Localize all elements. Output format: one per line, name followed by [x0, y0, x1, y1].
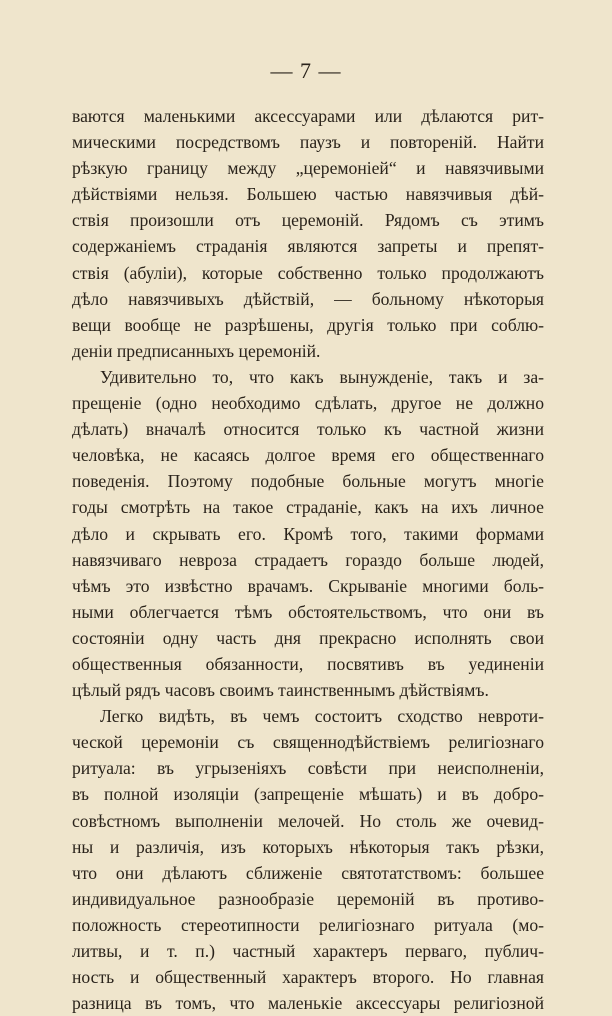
text-line: Легко видѣть, въ чемъ состоитъ сходство невроти- — [100, 706, 544, 727]
text-line: чѣмъ это извѣстно врачамъ. Скрываніе многими боль- — [72, 575, 544, 596]
text-line: что они дѣлаютъ сближеніе святотатствомъ: большее — [72, 862, 544, 883]
text-line: дѣйствіями нельзя. Большею частью навязчивыя дѣй- — [72, 184, 544, 205]
text-line: Удивительно то, что какъ вынужденіе, такъ и за- — [100, 366, 544, 387]
text-line: ны и различія, изъ которыхъ нѣкоторыя такъ рѣзки, — [72, 836, 544, 857]
text-line: прещеніе (одно необходимо сдѣлать, другое не должно — [72, 393, 544, 414]
text-line: общественныя обязанности, посвятивъ въ уединеніи — [72, 653, 544, 674]
text-line: содержаніемъ страданія являются запреты и препят- — [72, 236, 544, 257]
text-line: дѣло и скрывать его. Кромѣ того, такими формами — [72, 523, 544, 544]
text-line: годы смотрѣть на такое страданіе, какъ на ихъ личное — [72, 497, 544, 518]
text-line: дѣлать) вначалѣ относится только къ частной жизни — [72, 419, 544, 440]
text-line: индивидуальное разнообразіе церемоній въ противо- — [72, 888, 544, 909]
text-line: ными облегчается тѣмъ обстоятельствомъ, что они въ — [72, 601, 544, 622]
text-line: рѣзкую границу между „церемоніей“ и навязчивыми — [72, 158, 544, 179]
text-line: поведенія. Поэтому подобные больные могутъ многіе — [72, 471, 544, 492]
body-text — [72, 103, 544, 1016]
text-line: разница въ томъ, что маленькіе аксессуары религіозной — [72, 993, 544, 1014]
text-line: мическими посредствомъ паузъ и повтореній. Найти — [72, 132, 544, 153]
text-line: состояніи одну часть дня прекрасно исполнять свои — [72, 627, 544, 648]
text-line: цѣлый рядъ часовъ своимъ таинственнымъ дѣйствіямъ. — [72, 680, 489, 701]
text-line: деніи предписанныхъ церемоній. — [72, 340, 321, 361]
text-line: въ полной изоляціи (запрещеніе мѣшать) и въ добро- — [72, 784, 544, 805]
text-line: дѣло навязчивыхъ дѣйствій, — больному нѣкоторыя — [72, 288, 544, 309]
text-line: ствія (абуліи), которые собственно только продолжаютъ — [72, 262, 544, 283]
text-line: ческой церемоніи съ священнодѣйствіемъ религіознаго — [72, 732, 544, 753]
text-line: литвы, и т. п.) частный характеръ перваго, публич- — [72, 941, 544, 961]
text-line: ствія произошли отъ церемоній. Рядомъ съ этимъ — [72, 210, 544, 231]
text-line: человѣка, не касаясь долгое время его общественнаго — [72, 445, 544, 466]
text-line: вещи вообще не разрѣшены, другія только при соблю- — [72, 314, 544, 335]
text-line: ность и общественный характеръ второго. Но главная — [72, 967, 544, 988]
text-line: ритуала: въ угрызеніяхъ совѣсти при неисполненіи, — [72, 758, 544, 779]
text-line: совѣстномъ выполненіи мелочей. Но столь же очевид- — [72, 810, 544, 831]
text-line: ваются маленькими аксессуарами или дѣлаются рит- — [72, 106, 544, 126]
text-line: навязчиваго невроза страдаетъ гораздо больше людей, — [72, 549, 544, 570]
text-line: положность стереотипности религіознаго ритуала (мо- — [72, 914, 544, 935]
page-number: — 7 — — [270, 58, 342, 83]
